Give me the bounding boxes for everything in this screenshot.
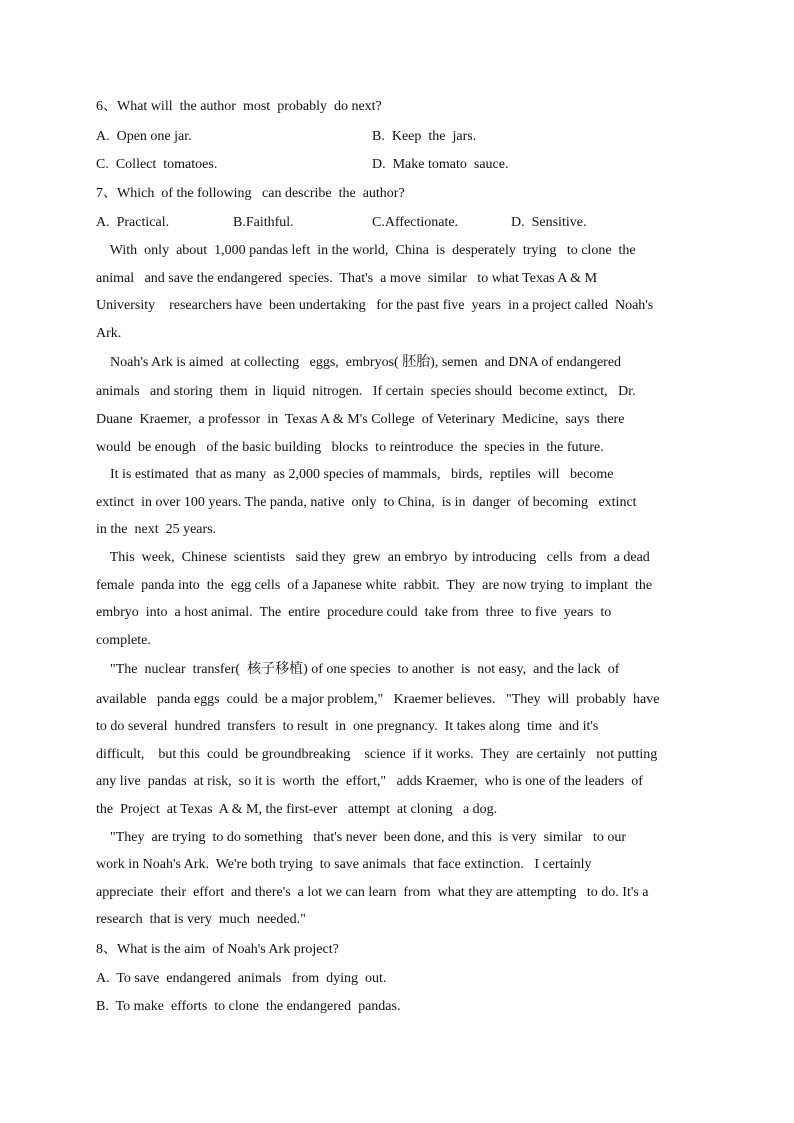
passage-line: extinct in over 100 years. The panda, native only to China, is in danger of becoming extinct [96,495,637,510]
q6-option-d: D. Make tomato sauce. [372,157,509,172]
q6-question: 6、What will the author most probably do next? [96,99,382,114]
passage-line: would be enough of the basic building blocks to reintroduce the species in the future. [96,440,604,455]
passage-line: Duane Kraemer, a professor in Texas A & M's College of Veterinary Medicine, says there [96,412,625,427]
passage-line: "The nuclear transfer( 核子移植) of one species to another is not easy, and the lack of [96,662,620,677]
q8-question: 8、What is the aim of Noah's Ark project? [96,942,339,957]
q7-option-b: B.Faithful. [233,215,294,230]
q8-option-b: B. To make efforts to clone the endangered pandas. [96,999,401,1014]
passage-line: difficult, but this could be groundbreaking science if it works. They are certainly not putting [96,747,658,762]
passage-line: female panda into the egg cells of a Japanese white rabbit. They are now trying to implant the [96,578,653,593]
q6-options-row2 [96,154,716,176]
q7-option-a: A. Practical. [96,215,170,230]
passage-line: University researchers have been undertaking for the past five years in a project called Noah's [96,298,654,313]
q7-option-c: C.Affectionate. [372,215,459,230]
q6-option-a: A. Open one jar. [96,129,192,144]
q6-options-row1 [96,126,716,148]
passage-line: This week, Chinese scientists said they grew an embryo by introducing cells from a dead [96,550,650,565]
passage-line: It is estimated that as many as 2,000 species of mammals, birds, reptiles will become [96,467,614,482]
passage-line: any live pandas at risk, so it is worth the effort," adds Kraemer, who is one of the leaders of [96,774,643,789]
passage-line: With only about 1,000 pandas left in the world, China is desperately trying to clone the [96,243,636,258]
passage-line: appreciate their effort and there's a lot we can learn from what they are attempting to do. It's a [96,885,649,900]
passage-line: the Project at Texas A & M, the first-ever attempt at cloning a dog. [96,802,498,817]
passage-line: Ark. [96,326,122,341]
passage-line: "They are trying to do something that's never been done, and this is very similar to our [96,830,627,845]
passage-line: animal and save the endangered species. That's a move similar to what Texas A & M [96,271,598,286]
passage-line: embryo into a host animal. The entire procedure could take from three to five years to [96,605,612,620]
passage-line: complete. [96,633,151,648]
passage-line: research that is very much needed." [96,912,306,927]
q7-options [96,212,716,234]
q7-question: 7、Which of the following can describe the author? [96,186,405,201]
passage-line: Noah's Ark is aimed at collecting eggs, embryos( 胚胎), semen and DNA of endangered [96,355,622,370]
q6-option-c: C. Collect tomatoes. [96,157,218,172]
passage-line: in the next 25 years. [96,522,217,537]
q7-option-d: D. Sensitive. [511,215,587,230]
q8-option-a: A. To save endangered animals from dying out. [96,971,387,986]
passage-line: to do several hundred transfers to result in one pregnancy. It takes along time and it's [96,719,599,734]
passage-line: work in Noah's Ark. We're both trying to save animals that face extinction. I certainly [96,857,592,872]
passage-line: animals and storing them in liquid nitrogen. If certain species should become extinct, Dr. [96,384,636,399]
q6-option-b: B. Keep the jars. [372,129,477,144]
passage-line: available panda eggs could be a major problem," Kraemer believes. "They will probably have [96,692,660,707]
